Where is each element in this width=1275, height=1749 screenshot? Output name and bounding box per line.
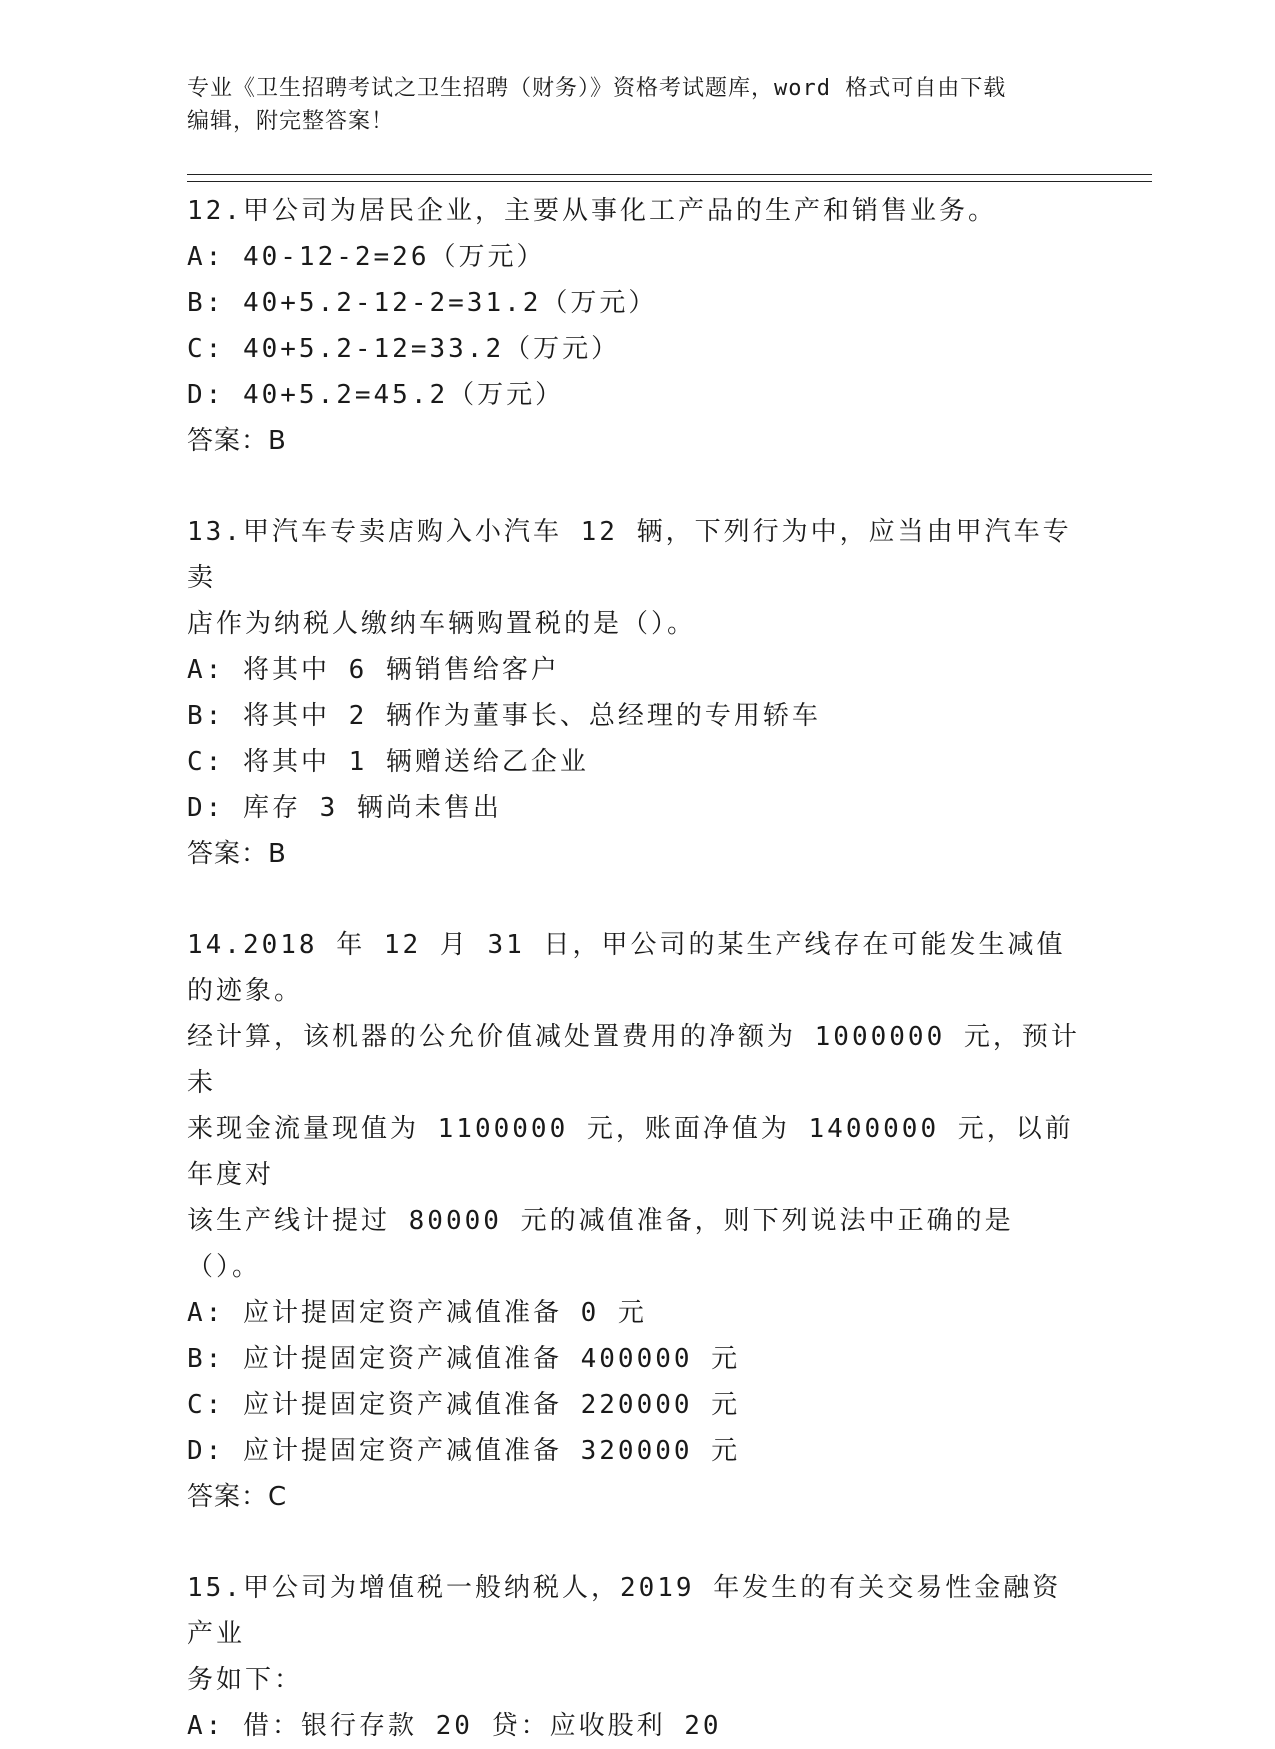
- question-stem: 13.甲汽车专卖店购入小汽车 12 辆，下列行为中，应当由甲汽车专卖: [187, 517, 1072, 593]
- question-stem: 来现金流量现值为 1100000 元，账面净值为 1400000 元，以前年度对: [187, 1114, 1074, 1190]
- question-12: [187, 188, 1087, 464]
- option-a: A: 40-12-2=26（万元）: [187, 242, 546, 272]
- option-d: D: 40+5.2=45.2（万元）: [187, 380, 565, 410]
- option-d: D: 应计提固定资产减值准备 320000 元: [187, 1436, 741, 1466]
- question-14: [187, 922, 1087, 1520]
- question-list: [187, 188, 1087, 1749]
- question-13: [187, 509, 1087, 877]
- question-stem: 务如下：: [187, 1665, 304, 1695]
- document-header: [187, 72, 1087, 138]
- question-15: [187, 1565, 1087, 1749]
- answer: 答案：B: [187, 426, 287, 456]
- header-line-1: 专业《卫生招聘考试之卫生招聘（财务）》资格考试题库，word 格式可自由下载: [187, 76, 1007, 101]
- question-stem: 店作为纳税人缴纳车辆购置税的是（）。: [187, 609, 697, 639]
- option-b: B: 将其中 2 辆作为董事长、总经理的专用轿车: [187, 701, 821, 731]
- header-line-2: 编辑，附完整答案！: [187, 109, 395, 134]
- option-c: C: 40+5.2-12=33.2（万元）: [187, 334, 621, 364]
- option-a: A: 应计提固定资产减值准备 0 元: [187, 1298, 647, 1328]
- option-a: A: 将其中 6 辆销售给客户: [187, 655, 560, 685]
- option-c: C: 应计提固定资产减值准备 220000 元: [187, 1390, 741, 1420]
- question-stem: 15.甲公司为增值税一般纳税人，2019 年发生的有关交易性金融资产业: [187, 1573, 1062, 1649]
- question-stem: 12.甲公司为居民企业，主要从事化工产品的生产和销售业务。: [187, 196, 997, 226]
- answer: 答案：C: [187, 1482, 288, 1512]
- question-stem: 该生产线计提过 80000 元的减值准备，则下列说法中正确的是（）。: [187, 1206, 1014, 1282]
- answer: 答案：B: [187, 839, 287, 869]
- option-c: C: 将其中 1 辆赠送给乙企业: [187, 747, 589, 777]
- option-b: B: 40+5.2-12-2=31.2（万元）: [187, 288, 658, 318]
- option-d: D: 库存 3 辆尚未售出: [187, 793, 502, 823]
- option-a: A: 借：银行存款 20 贷：应收股利 20: [187, 1711, 722, 1741]
- header-divider-bottom: [187, 181, 1152, 182]
- question-stem: 14.2018 年 12 月 31 日，甲公司的某生产线存在可能发生减值的迹象。: [187, 930, 1066, 1006]
- option-b: B: 应计提固定资产减值准备 400000 元: [187, 1344, 741, 1374]
- question-stem: 经计算，该机器的公允价值减处置费用的净额为 1000000 元，预计未: [187, 1022, 1080, 1098]
- header-divider-top: [187, 174, 1152, 175]
